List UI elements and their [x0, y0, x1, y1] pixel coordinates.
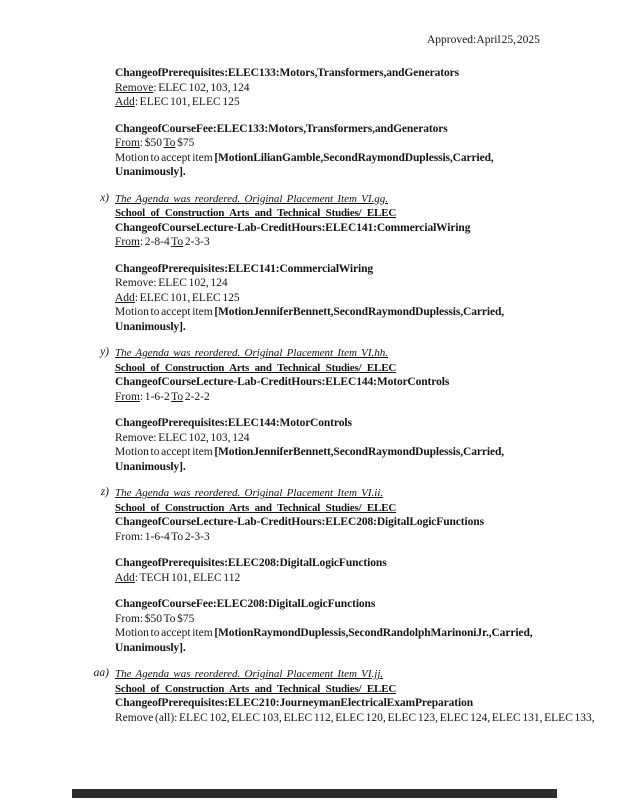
list-marker: x) [100, 191, 109, 204]
doc-text-segment: : 2-8-4 [139, 236, 172, 248]
doc-line [115, 501, 560, 516]
doc-block [115, 556, 560, 585]
doc-text-segment: Change of Prerequisites: ELEC 210: Journeyman Electrical Exam Preparation [115, 697, 474, 709]
doc-text-segment: From [115, 236, 140, 248]
doc-text-segment: From [115, 137, 140, 149]
doc-block [100, 486, 560, 544]
doc-block [115, 122, 560, 180]
doc-text-segment: School of Construction Arts and Technical Studies/ ELEC [115, 207, 397, 219]
doc-line [115, 375, 560, 390]
list-marker: y) [100, 346, 109, 358]
doc-line [115, 390, 560, 405]
approved-date-label: Approved: April 25, 2025 [427, 34, 540, 46]
doc-line [115, 81, 560, 96]
doc-text-segment: Change of Course Lecture-Lab-Credit Hours: ELEC 141 : Commercial Wiring [115, 221, 471, 234]
doc-text-segment: From: $50 To $75 [115, 612, 195, 625]
footer-redaction-bar [72, 789, 557, 798]
doc-text-segment: : 1-6-2 [139, 390, 172, 403]
doc-text-segment: : TECH 101, ELEC 112 [134, 571, 241, 584]
doc-text-segment: From: 1-6-4 To 2-3-3 [115, 530, 210, 543]
doc-line [115, 612, 560, 627]
doc-text-segment: The Agenda was reordered. Original Placement Item VI.jj. [115, 668, 384, 680]
doc-text-segment: Motion to accept item [115, 306, 215, 318]
doc-text-segment: [Motion Lilian Gamble, Second Raymond Duplessis, Carried, [214, 151, 494, 164]
doc-block [100, 191, 560, 250]
doc-line [115, 320, 560, 335]
doc-text-segment: Add [115, 571, 135, 584]
doc-text-segment: Unanimously]. [115, 320, 186, 333]
doc-block [100, 346, 560, 404]
doc-block [115, 416, 560, 474]
doc-line [115, 291, 560, 306]
doc-text-segment: Change of Prerequisites: ELEC 133: Motors, Transformers, and Generators [115, 67, 459, 79]
doc-text-segment: Change of Course Fee: ELEC 133: Motors, Transformers, and Generators [115, 122, 448, 135]
doc-line [115, 276, 560, 291]
doc-text-segment: School of Construction Arts and Technical Studies/ ELEC [115, 682, 397, 695]
doc-line [115, 122, 560, 137]
doc-text-segment: To [171, 390, 184, 403]
doc-line [115, 445, 560, 460]
doc-line [115, 192, 560, 207]
doc-text-segment: Change of Prerequisites: ELEC 144: Motor Controls [115, 417, 352, 429]
doc-text-segment: Change of Prerequisites: ELEC 208: Digital Logic Functions [115, 557, 387, 569]
doc-line [115, 305, 560, 320]
doc-text-segment: Remove: ELEC 102, 103, 124 [115, 431, 250, 444]
doc-line [115, 165, 560, 180]
doc-text-segment: : ELEC 101, ELEC 125 [134, 96, 240, 108]
doc-line [115, 221, 560, 236]
doc-text-segment: Unanimously]. [115, 166, 186, 178]
doc-line [115, 346, 560, 361]
doc-line [115, 416, 560, 431]
doc-block [115, 66, 560, 110]
doc-line [115, 235, 560, 250]
doc-line [115, 515, 560, 530]
doc-line [115, 262, 560, 277]
doc-text-segment: Add [115, 291, 135, 304]
doc-text-segment: The Agenda was reordered. Original Placement Item VI.gg. [115, 192, 389, 205]
doc-text-segment: Remove: ELEC 102, 124 [115, 277, 228, 289]
doc-text-segment: [Motion Jennifer Bennett, Second Raymond Duplessis, Carried, [214, 446, 505, 458]
doc-text-segment: Change of Course Lecture-Lab-Credit Hours: ELEC 208: Digital Logic Functions [115, 516, 484, 528]
doc-block [115, 597, 560, 655]
doc-text-segment: Change of Prerequisites: ELEC 141: Commercial Wiring [115, 262, 374, 275]
doc-line [115, 556, 560, 571]
doc-text-segment: Remove [115, 81, 154, 94]
doc-block [115, 262, 560, 335]
doc-text-segment: [Motion Jennifer Bennett, Second Raymond Duplessis, Carried, [214, 306, 505, 318]
document-body [93, 66, 595, 725]
doc-text-segment: Motion to accept item [115, 627, 215, 639]
doc-text-segment: To [163, 137, 176, 149]
doc-line [115, 460, 560, 475]
doc-text-segment: [Motion Raymond Duplessis, Second Randolph Marinoni Jr., Carried, [214, 627, 533, 639]
doc-text-segment: Change of Course Fee: ELEC 208: Digital Logic Functions [115, 598, 376, 610]
doc-text-segment: $75 [175, 137, 195, 149]
doc-text-segment: Unanimously]. [115, 641, 186, 654]
doc-text-segment: Remove (all): ELEC 102, ELEC 103, ELEC 112, ELEC 120, ELEC 123, ELEC 124, ELEC 131, ELEC 133, [115, 711, 595, 724]
doc-line [115, 597, 560, 612]
doc-line [115, 696, 560, 711]
doc-text-segment: Change of Course Lecture-Lab-Credit Hours: ELEC 144: Motor Controls [115, 376, 450, 388]
doc-text-segment: : $50 [139, 137, 164, 149]
doc-line [115, 486, 560, 501]
doc-line [115, 151, 560, 166]
doc-line [115, 206, 560, 221]
doc-line [115, 361, 560, 376]
doc-block [93, 667, 595, 725]
doc-text-segment: The Agenda was reordered. Original Placement Item VI.ii. [115, 487, 384, 499]
doc-line [115, 626, 560, 641]
doc-line [115, 682, 560, 697]
doc-line [115, 667, 560, 682]
doc-text-segment: To [171, 236, 184, 248]
doc-line [115, 66, 560, 81]
doc-text-segment: Unanimously]. [115, 460, 186, 473]
doc-text-segment: The Agenda was reordered. Original Placement Item VI.hh. [115, 347, 389, 359]
doc-text-segment: Add [115, 96, 135, 108]
doc-text-segment: School of Construction Arts and Technical Studies/ ELEC [115, 361, 397, 374]
doc-text-segment: : ELEC 101, ELEC 125 [134, 291, 240, 304]
doc-line [115, 711, 595, 726]
doc-text-segment: 2-2-2 [183, 390, 210, 403]
doc-text-segment: : ELEC 102, 103, 124 [153, 81, 250, 94]
doc-text-segment: 2-3-3 [183, 236, 210, 248]
doc-text-segment: From [115, 390, 140, 403]
list-marker: z) [100, 486, 109, 498]
doc-line [115, 571, 560, 586]
doc-line [115, 641, 560, 656]
doc-line [115, 431, 560, 446]
doc-line [115, 530, 560, 545]
doc-line [115, 136, 560, 151]
doc-text-segment: Motion to accept item [115, 151, 215, 164]
list-marker: aa) [93, 667, 109, 679]
doc-line [115, 95, 560, 110]
doc-text-segment: Motion to accept item [115, 446, 215, 458]
doc-text-segment: School of Construction Arts and Technical Studies/ ELEC [115, 501, 397, 514]
